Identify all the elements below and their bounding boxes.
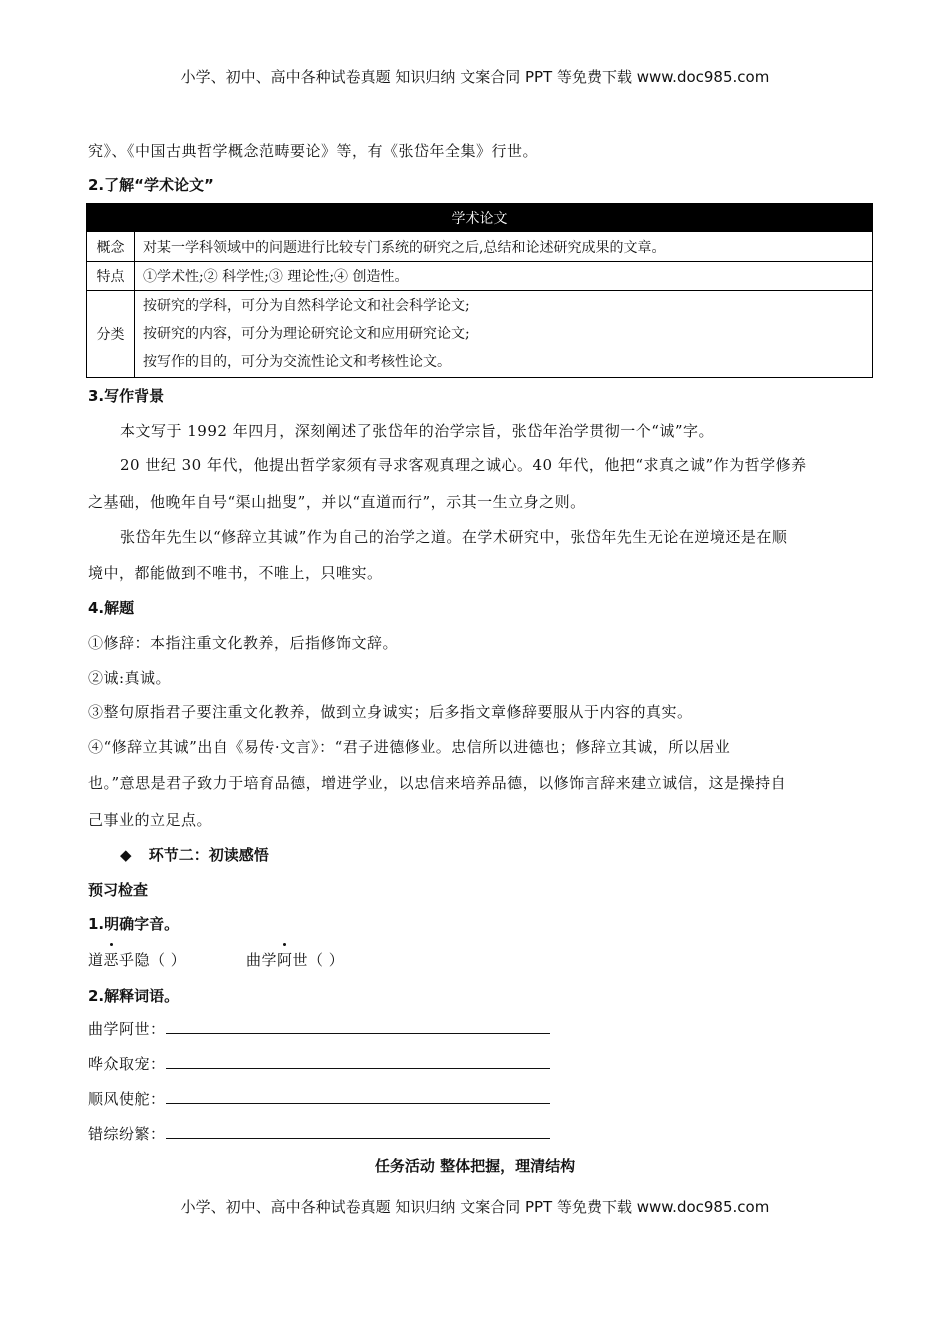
row-label-features: 特点 [87, 262, 135, 291]
section4-title: 4.解题 [88, 599, 135, 617]
row-label-concept: 概念 [87, 232, 135, 262]
dotted-char: 恶 [103, 951, 120, 969]
table-row [87, 262, 873, 291]
table-header: 学术论文 [87, 204, 873, 232]
dotted-char: 阿 [277, 951, 293, 969]
term-row [88, 1018, 550, 1039]
background-p3-line2: 境中，都能做到不唯书，不唯上，只唯实。 [88, 564, 383, 582]
answer-line[interactable] [166, 1124, 550, 1139]
stage2-title: 环节二：初读感悟 [148, 846, 269, 864]
pronunciation-blank: 世（ ） [292, 951, 345, 969]
term-label: 顺风使舵： [88, 1090, 166, 1108]
diamond-bullet-icon: ◆ [120, 846, 132, 864]
term-row [88, 1123, 550, 1144]
title-note-4-line2: 也。”意思是君子致力于培育品德，增进学业，以忠信来培养品德，以修饰言辞来建立诚信，这是操持自 [88, 774, 787, 792]
pronunciation-item-1 [88, 949, 186, 970]
page-footer: 小学、初中、高中各种试卷真题 知识归纳 文案合同 PPT 等免费下载 www.doc985.com [180, 1198, 770, 1216]
intro-line: 究》、《中国古典哲学概念范畴要论》等，有《张岱年全集》行世。 [88, 142, 539, 160]
classification-line-2: 按研究的内容，可分为理论研究论文和应用研究论文; [143, 326, 470, 342]
pronunciation-item-2 [246, 949, 344, 970]
pronunciation-text: 曲学 [246, 951, 278, 969]
stage2-heading [120, 844, 269, 865]
background-p2-line1: 20 世纪 30 年代，他提出哲学家须有寻求客观真理之诚心。40 年代，他把“求真之诚”作为哲学修养 [120, 456, 807, 474]
term-label: 哗众取宠： [88, 1055, 166, 1073]
row-label-classification: 分类 [87, 291, 135, 378]
pronunciation-blank: 乎隐（ ） [119, 951, 187, 969]
term-row [88, 1088, 550, 1109]
section2-title: 2.了解“学术论文” [88, 176, 214, 194]
vocabulary-title: 2.解释词语。 [88, 987, 180, 1005]
title-note-2: ②诚:真诚。 [88, 669, 172, 687]
classification-line-3: 按写作的目的，可分为交流性论文和考核性论文。 [143, 354, 451, 370]
task-title: 任务活动 整体把握，理清结构 [374, 1157, 576, 1175]
background-p2-line2: 之基础，他晚年自号“渠山拙叟”，并以“直道而行”，示其一生立身之则。 [88, 493, 586, 511]
title-note-4-line1: ④“修辞立其诚”出自《易传·文言》：“君子进德修业。忠信所以进德也；修辞立其诚，所以居业 [88, 738, 731, 756]
title-note-1: ①修辞：本指注重文化教养，后指修饰文辞。 [88, 634, 399, 652]
classification-line-1: 按研究的学科，可分为自然科学论文和社会科学论文; [143, 298, 470, 314]
row-text-features: ①学术性;② 科学性;③ 理论性;④ 创造性。 [135, 262, 873, 291]
background-p3-line1: 张岱年先生以“修辞立其诚”作为自己的治学之道。在学术研究中，张岱年先生无论在逆境还是在顺 [120, 528, 788, 546]
background-p1: 本文写于 1992 年四月，深刻阐述了张岱年的治学宗旨，张岱年治学贯彻一个“诚”字。 [120, 422, 715, 440]
table-row [87, 232, 873, 262]
title-note-4-line3: 己事业的立足点。 [88, 811, 213, 829]
term-row [88, 1053, 550, 1074]
preview-title: 预习检查 [88, 881, 149, 899]
answer-line[interactable] [166, 1019, 550, 1034]
term-label: 错综纷繁： [88, 1125, 166, 1143]
section3-title: 3.写作背景 [88, 387, 165, 405]
answer-line[interactable] [166, 1054, 550, 1069]
title-note-3: ③整句原指君子要注重文化教养，做到立身诚实；后多指文章修辞要服从于内容的真实。 [88, 703, 693, 721]
page-header: 小学、初中、高中各种试卷真题 知识归纳 文案合同 PPT 等免费下载 www.doc985.com [180, 68, 770, 86]
term-label: 曲学阿世： [88, 1020, 166, 1038]
pronunciation-text: 道 [88, 951, 104, 969]
answer-line[interactable] [166, 1089, 550, 1104]
row-text-concept: 对某一学科领域中的问题进行比较专门系统的研究之后,总结和论述研究成果的文章。 [135, 232, 873, 262]
row-text-classification [135, 291, 873, 378]
academic-paper-table [86, 203, 873, 378]
pronunciation-title: 1.明确字音。 [88, 915, 180, 933]
table-row [87, 291, 873, 378]
